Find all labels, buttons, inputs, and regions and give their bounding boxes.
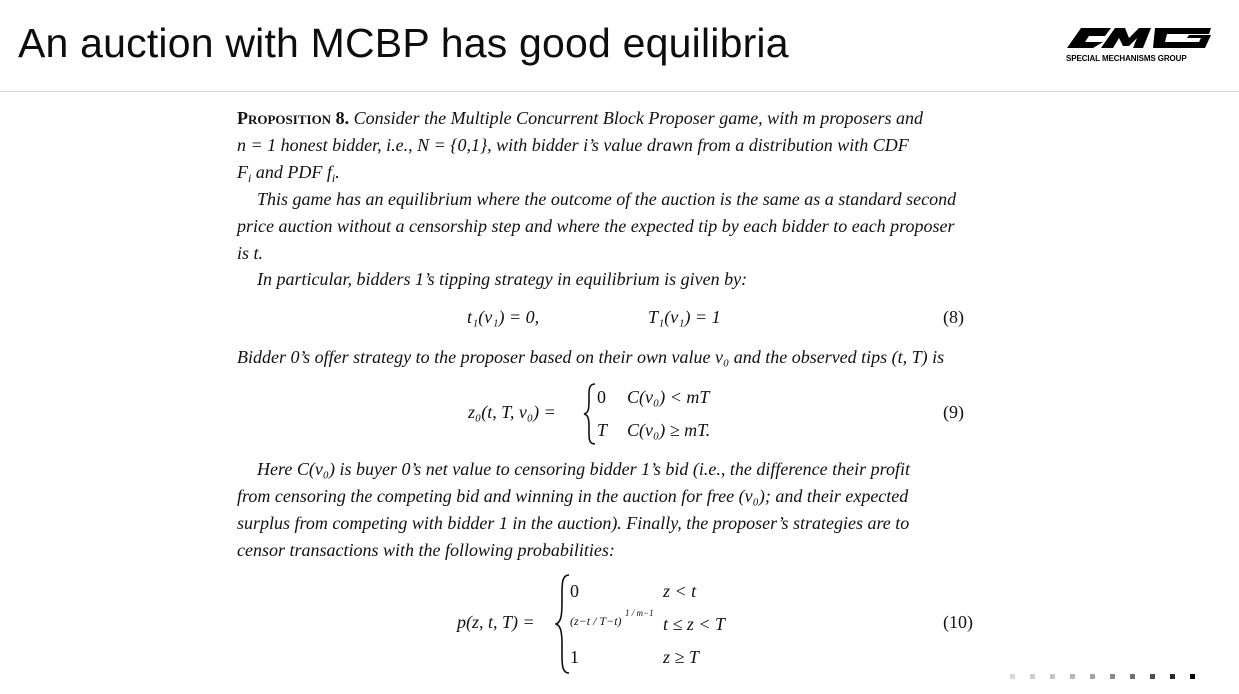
pagination-dot[interactable] [1030,674,1035,679]
eq10-case2-condition: t ≤ z < T [663,614,726,634]
eq9-brace [583,383,597,445]
equilibrium-paragraph [237,186,965,267]
logo-subtitle: SPECIAL MECHANISMS GROUP [1066,54,1187,63]
eq10-case1-condition: z < t [663,581,697,601]
eq10-case1-value: 0 [570,581,579,601]
slide-pagination[interactable] [1010,666,1210,684]
pagination-dot[interactable] [1010,674,1015,679]
pagination-dot[interactable] [1050,674,1055,679]
eq8-right: T₁(v₁) = 1 [648,307,721,327]
para5-line-3: surplus from competing with bidder 1 in the auction). Finally, the proposer’s strategies are to [237,513,910,533]
para2-line-1: This game has an equilibrium where the outcome of the auction is the same as a standard second [257,189,957,209]
pagination-dot[interactable] [1110,674,1115,679]
para2-line-3: is t. [237,243,264,263]
eq10-brace [555,574,571,674]
para2-line-2: price auction without a censorship step and where the expected tip by each bidder to each proposer [237,216,955,236]
pagination-dot[interactable] [1090,674,1095,679]
censor-paragraph [237,456,965,564]
eq10-lhs: p(z, t, T) = [457,612,535,632]
pagination-dot[interactable] [1130,674,1135,679]
proposition-line-2: n = 1 honest bidder, i.e., N = {0,1}, with bidder i’s value drawn from a distribution with CDF [237,135,909,155]
eq10-case3-value: 1 [570,647,579,667]
para5-line-1: Here C(v₀) is buyer 0’s net value to censoring bidder 1’s bid (i.e., the difference their profit [257,459,910,479]
eq9-case2-condition: C(v₀) ≥ mT. [627,420,711,440]
eq10-case2-exponent: 1 / m−1 [625,608,654,618]
tipping-paragraph: In particular, bidders 1’s tipping strategy in equilibrium is given by: [257,269,748,289]
proposition-line-1: Consider the Multiple Concurrent Block Proposer game, with m proposers and [353,108,924,128]
offer-paragraph: Bidder 0’s offer strategy to the proposer based on their own value v₀ and the observed tips (t, T) is [237,347,945,367]
para5-line-2: from censoring the competing bid and winning in the auction for free (v₀); and their expected [237,486,909,506]
eq8-number: (8) [943,307,964,327]
eq9-lhs: z₀(t, T, v₀) = [468,402,556,422]
proposition-paragraph [237,105,965,192]
eq10-case3-condition: z ≥ T [663,647,699,667]
eq9-case1-value: 0 [597,387,606,407]
eq9-number: (9) [943,402,964,422]
eq9-case2-value: T [597,420,608,440]
para5-line-4: censor transactions with the following probabilities: [237,540,615,560]
proposition-label: Proposition 8. [237,108,350,128]
pagination-dot[interactable] [1170,674,1175,679]
proposition-line-3: $F_i$ and PDF $f_i$. [237,162,340,185]
eq10-number: (10) [943,612,973,632]
slide-title: An auction with MCBP has good equilibria [18,20,789,66]
eq10-case2-value: (z−t / T−t) [570,614,622,628]
eq9-case1-condition: C(v₀) < mT [627,387,710,407]
header-divider [0,91,1239,92]
pagination-dot[interactable] [1150,674,1155,679]
eq8-left: t₁(v₁) = 0, [467,307,540,327]
pagination-dot[interactable] [1070,674,1075,679]
pagination-dot[interactable] [1190,674,1195,679]
